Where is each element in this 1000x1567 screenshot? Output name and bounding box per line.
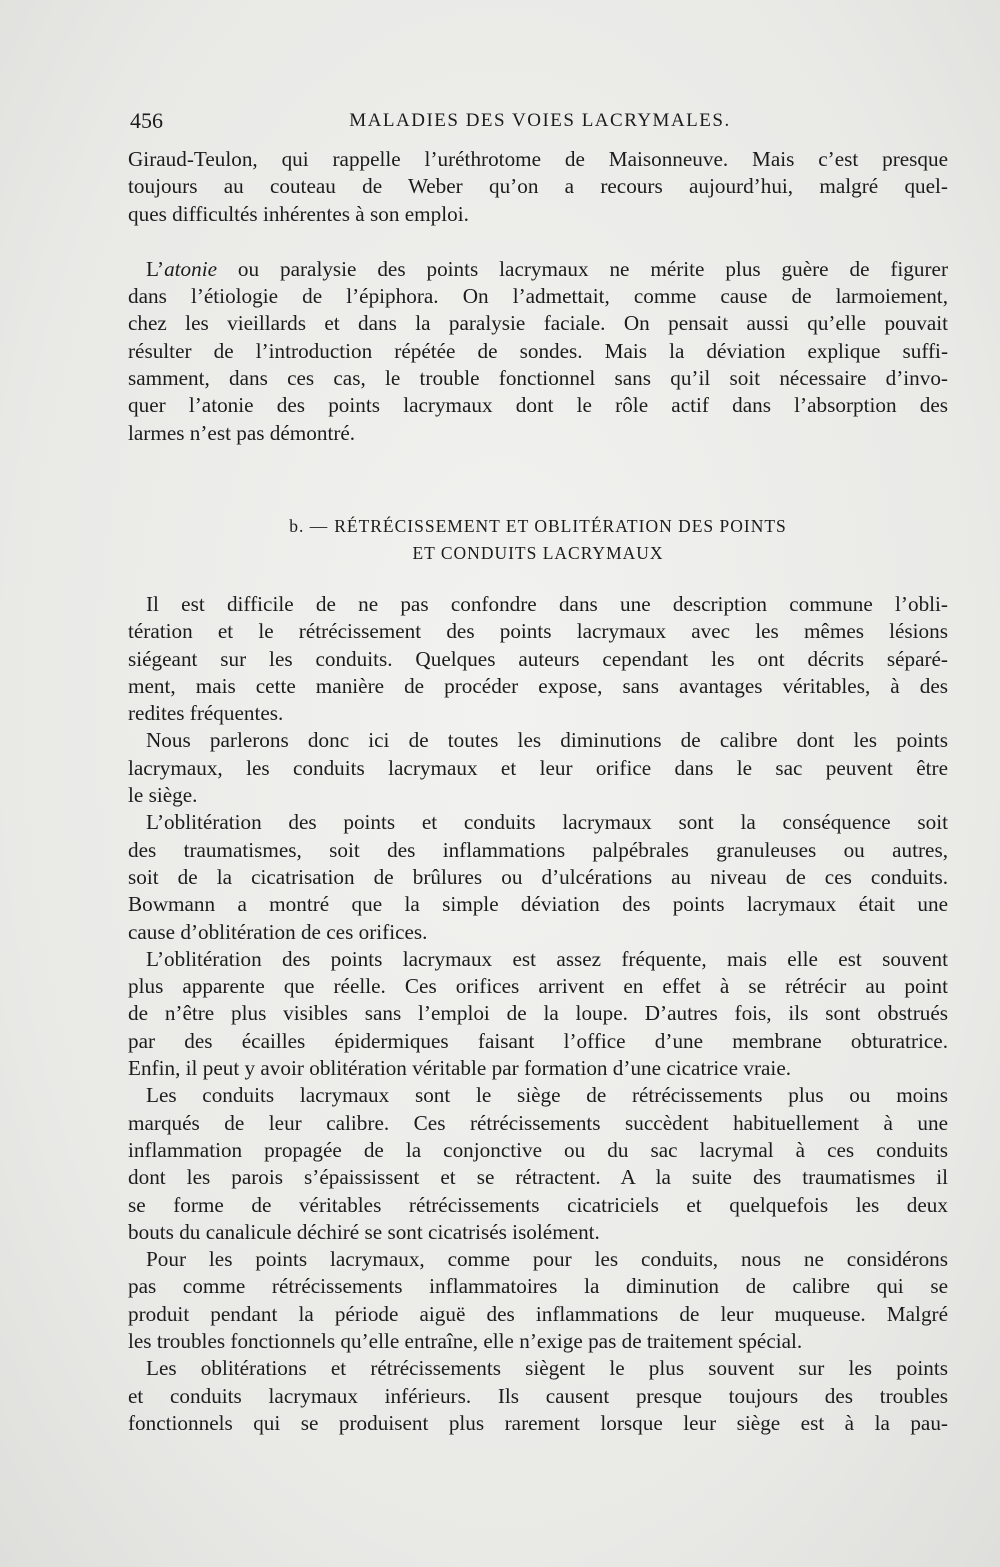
text-line: Nous parlerons donc ici de toutes les diminutions de calibre dont les points [146, 728, 948, 753]
text-line: les troubles fonctionnels qu’elle entraîne, elle n’exige pas de traitement spécial. [128, 1328, 803, 1353]
text-line: lacrymaux, les conduits lacrymaux et leur orifice dans le sac peuvent être [128, 755, 948, 780]
text-line: le siège. [128, 783, 198, 808]
atonie-term: atonie [164, 256, 218, 281]
page-number: 456 [130, 108, 163, 133]
page-header [130, 108, 950, 138]
paragraph-4 [128, 727, 948, 809]
text-line: Les oblitérations et rétrécissements siègent le plus souvent sur les points [146, 1356, 948, 1381]
text-line: se forme de véritables rétrécissements cicatriciels et quelquefois les deux [128, 1192, 948, 1217]
text-line: tération et le rétrécissement des points lacrymaux avec les mêmes lésions [128, 619, 948, 644]
section-heading [128, 513, 948, 567]
text-line: fonctionnels qui se produisent plus rarement lorsque leur siège est à la pau- [128, 1410, 948, 1435]
section-label: b. — [289, 515, 329, 536]
text-line: pas comme rétrécissements inflammatoires la diminution de calibre qui se [128, 1274, 948, 1299]
text-line: larmes n’est pas démontré. [128, 420, 356, 445]
text-line: quer l’atonie des points lacrymaux dont le rôle actif dans l’absorption des [128, 393, 948, 418]
paragraph-2 [128, 256, 948, 447]
text-line: Enfin, il peut y avoir oblitération véritable par formation d’une cicatrice vraie. [128, 1056, 792, 1081]
atonie-lead-rest: ou paralysie des points lacrymaux ne mérite plus guère de figurer [217, 256, 948, 281]
text-line: et conduits lacrymaux inférieurs. Ils causent presque toujours des troubles [128, 1383, 948, 1408]
text-line: dont les parois s’épaississent et se rétractent. A la suite des traumatismes il [128, 1165, 948, 1190]
text-line: samment, dans ces cas, le trouble fonctionnel sans qu’il soit nécessaire d’invo- [128, 366, 948, 391]
text-line: redites fréquentes. [128, 701, 284, 726]
text-line: par des écailles épidermiques faisant l’office d’une membrane obturatrice. [128, 1028, 948, 1053]
paragraph-1 [128, 146, 948, 228]
running-title: MALADIES DES VOIES LACRYMALES. [349, 110, 731, 131]
text-line: plus apparente que réelle. Ces orifices arrivent en effet à se rétrécir au point [128, 974, 948, 999]
text-line: ment, mais cette manière de procéder expose, sans avantages véritables, à des [128, 673, 948, 698]
atonie-prefix: L’ [146, 256, 165, 281]
paragraph-7 [128, 1082, 948, 1246]
text-line: ques difficultés inhérentes à son emploi. [128, 201, 469, 226]
text-line: inflammation propagée de la conjonctive ou du sac lacrymal à ces conduits [128, 1137, 948, 1162]
text-line: Il est difficile de ne pas confondre dans une description commune l’obli- [146, 591, 948, 616]
text-line: produit pendant la période aiguë des inflammations de leur muqueuse. Malgré [128, 1301, 948, 1326]
text-line: Les conduits lacrymaux sont le siège de rétrécissements plus ou moins [146, 1083, 948, 1108]
text-line: chez les vieillards et dans la paralysie faciale. On pensait aussi qu’elle pouvait [128, 311, 948, 336]
text-line: bouts du canalicule déchiré se sont cicatrisés isolément. [128, 1219, 600, 1244]
text-line: soit de la cicatrisation de brûlures ou d’ulcérations au niveau de ces conduits. [128, 864, 948, 889]
text-line: Giraud-Teulon, qui rappelle l’uréthrotome de Maisonneuve. Mais c’est presque [128, 147, 948, 171]
text-line: Bowmann a montré que la simple déviation des points lacrymaux était une [128, 892, 948, 917]
text-line: des traumatismes, soit des inflammations palpébrales granuleuses ou autres, [128, 837, 948, 862]
section-title-text-1: RÉTRÉCISSEMENT ET OBLITÉRATION DES POINTS [334, 515, 787, 536]
paragraph-6 [128, 946, 948, 1082]
text-line: de n’être plus visibles sans l’emploi de la loupe. D’autres fois, ils sont obstrués [128, 1001, 948, 1026]
text-line: résulter de l’introduction répétée de sondes. Mais la déviation explique suffi- [128, 338, 948, 363]
text-line: Pour les points lacrymaux, comme pour les conduits, nous ne considérons [146, 1247, 948, 1272]
text-line: L’oblitération des points lacrymaux est assez fréquente, mais elle est souvent [146, 946, 948, 971]
paragraph-3 [128, 591, 948, 727]
text-line [128, 256, 948, 283]
text-line: dans l’étiologie de l’épiphora. On l’admettait, comme cause de larmoiement, [128, 284, 948, 309]
text-line: toujours au couteau de Weber qu’on a recours aujourd’hui, malgré quel- [128, 174, 948, 199]
text-line: marqués de leur calibre. Ces rétrécissements succèdent habituellement à une [128, 1110, 948, 1135]
paragraph-8 [128, 1246, 948, 1355]
section-title-line-2: ET CONDUITS LACRYMAUX [412, 542, 664, 563]
text-line: cause d’oblitération de ces orifices. [128, 919, 428, 944]
text-line: siégeant sur les conduits. Quelques auteurs cependant les ont décrits séparé- [128, 646, 948, 671]
section-title-line-1 [128, 513, 948, 540]
paragraph-9 [128, 1355, 948, 1437]
paragraph-5 [128, 809, 948, 945]
text-line: L’oblitération des points et conduits lacrymaux sont la conséquence soit [146, 810, 948, 835]
body-text [128, 146, 948, 1437]
